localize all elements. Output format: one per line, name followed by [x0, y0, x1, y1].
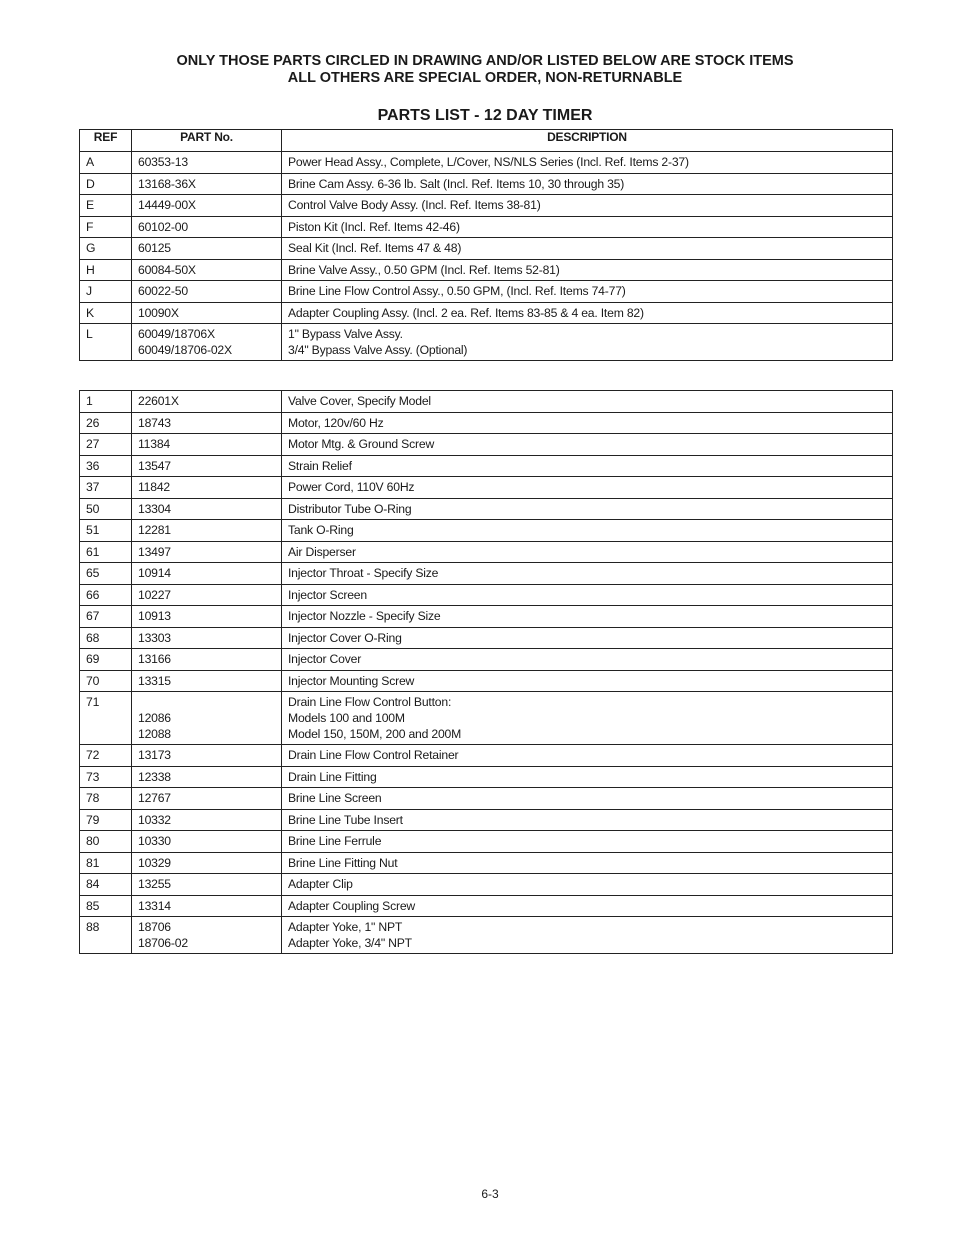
- table-row: [80, 852, 893, 874]
- description-cell: Brine Line Screen: [282, 788, 893, 810]
- ref-cell: A: [80, 152, 132, 174]
- description-cell: Valve Cover, Specify Model: [282, 391, 893, 413]
- description-cell: Injector Mounting Screw: [282, 670, 893, 692]
- ref-cell: 78: [80, 788, 132, 810]
- table-row: [80, 606, 893, 628]
- header-part: PART No.: [132, 130, 282, 152]
- part-number-cell: 12767: [132, 788, 282, 810]
- part-number-cell: 18743: [132, 412, 282, 434]
- part-number-cell: 10330: [132, 831, 282, 853]
- table-row: [80, 788, 893, 810]
- description-cell: 1" Bypass Valve Assy. 3/4" Bypass Valve Assy. (Optional): [282, 324, 893, 361]
- table-row: [80, 874, 893, 896]
- ref-cell: L: [80, 324, 132, 361]
- table-row: [80, 498, 893, 520]
- part-number-cell: 13168-36X: [132, 173, 282, 195]
- part-number-cell: 22601X: [132, 391, 282, 413]
- table-row: [80, 649, 893, 671]
- description-cell: Power Cord, 110V 60Hz: [282, 477, 893, 499]
- table-row: [80, 412, 893, 434]
- part-number-cell: 10914: [132, 563, 282, 585]
- description-cell: Injector Cover O-Ring: [282, 627, 893, 649]
- table-row: [80, 281, 893, 303]
- page-number: 6-3: [481, 1187, 499, 1201]
- table-row: [80, 391, 893, 413]
- description-cell: Brine Line Fitting Nut: [282, 852, 893, 874]
- ref-cell: F: [80, 216, 132, 238]
- ref-cell: 27: [80, 434, 132, 456]
- notice-line-1: ONLY THOSE PARTS CIRCLED IN DRAWING AND/OR LISTED BELOW ARE STOCK ITEMS: [176, 53, 794, 69]
- ref-cell: 36: [80, 455, 132, 477]
- description-cell: Brine Cam Assy. 6-36 lb. Salt (Incl. Ref. Items 10, 30 through 35): [282, 173, 893, 195]
- description-cell: Adapter Yoke, 1" NPT Adapter Yoke, 3/4" NPT: [282, 917, 893, 954]
- ref-cell: 69: [80, 649, 132, 671]
- table-row: [80, 259, 893, 281]
- part-number-cell: 10913: [132, 606, 282, 628]
- ref-cell: D: [80, 173, 132, 195]
- table-row: [80, 831, 893, 853]
- ref-cell: 85: [80, 895, 132, 917]
- table-row: [80, 434, 893, 456]
- table-row: [80, 917, 893, 954]
- description-cell: Motor Mtg. & Ground Screw: [282, 434, 893, 456]
- ref-cell: 80: [80, 831, 132, 853]
- table-row: [80, 195, 893, 217]
- ref-cell: 88: [80, 917, 132, 954]
- part-number-cell: 12338: [132, 766, 282, 788]
- ref-cell: 72: [80, 745, 132, 767]
- notice-line-2: ALL OTHERS ARE SPECIAL ORDER, NON-RETURNABLE: [287, 70, 683, 86]
- table-row: [80, 895, 893, 917]
- description-cell: Brine Line Flow Control Assy., 0.50 GPM, (Incl. Ref. Items 74-77): [282, 281, 893, 303]
- part-number-cell: 13497: [132, 541, 282, 563]
- table-row: [80, 670, 893, 692]
- part-number-cell: 11842: [132, 477, 282, 499]
- part-number-cell: 13166: [132, 649, 282, 671]
- ref-cell: 84: [80, 874, 132, 896]
- ref-cell: 37: [80, 477, 132, 499]
- table-row: [80, 152, 893, 174]
- table-row: [80, 173, 893, 195]
- ref-cell: 26: [80, 412, 132, 434]
- description-cell: Air Disperser: [282, 541, 893, 563]
- table-row: [80, 238, 893, 260]
- part-number-cell: 60353-13: [132, 152, 282, 174]
- table-row: [80, 302, 893, 324]
- table-row: [80, 627, 893, 649]
- part-number-cell: 11384: [132, 434, 282, 456]
- part-number-cell: 10332: [132, 809, 282, 831]
- part-number-cell: 13315: [132, 670, 282, 692]
- ref-cell: 68: [80, 627, 132, 649]
- part-number-cell: 10090X: [132, 302, 282, 324]
- description-cell: Adapter Clip: [282, 874, 893, 896]
- ref-cell: 70: [80, 670, 132, 692]
- description-cell: Seal Kit (Incl. Ref. Items 47 & 48): [282, 238, 893, 260]
- part-number-cell: 60125: [132, 238, 282, 260]
- stock-notice: [0, 53, 954, 87]
- ref-cell: 81: [80, 852, 132, 874]
- part-number-cell: 10329: [132, 852, 282, 874]
- description-cell: Injector Cover: [282, 649, 893, 671]
- page-title: PARTS LIST - 12 DAY TIMER: [377, 107, 593, 124]
- table-row: [80, 324, 893, 361]
- description-cell: Adapter Coupling Screw: [282, 895, 893, 917]
- part-number-cell: 14449-00X: [132, 195, 282, 217]
- ref-cell: E: [80, 195, 132, 217]
- description-cell: Tank O-Ring: [282, 520, 893, 542]
- ref-cell: 1: [80, 391, 132, 413]
- parts-table: [79, 390, 893, 954]
- table-row: [80, 216, 893, 238]
- header-description: DESCRIPTION: [282, 130, 893, 152]
- description-cell: Drain Line Flow Control Button: Models 100 and 100M Model 150, 150M, 200 and 200M: [282, 692, 893, 745]
- part-number-cell: 13173: [132, 745, 282, 767]
- part-number-cell: 12086 12088: [132, 692, 282, 745]
- table-row: [80, 455, 893, 477]
- description-cell: Strain Relief: [282, 455, 893, 477]
- description-cell: Drain Line Flow Control Retainer: [282, 745, 893, 767]
- ref-cell: 71: [80, 692, 132, 745]
- assemblies-table: [79, 129, 893, 361]
- table-row: [80, 541, 893, 563]
- description-cell: Injector Screen: [282, 584, 893, 606]
- description-cell: Brine Line Ferrule: [282, 831, 893, 853]
- part-number-cell: 13303: [132, 627, 282, 649]
- part-number-cell: 12281: [132, 520, 282, 542]
- part-number-cell: 13547: [132, 455, 282, 477]
- ref-cell: G: [80, 238, 132, 260]
- table-row: [80, 809, 893, 831]
- table-row: [80, 563, 893, 585]
- ref-cell: 61: [80, 541, 132, 563]
- part-number-cell: 60084-50X: [132, 259, 282, 281]
- description-cell: Piston Kit (Incl. Ref. Items 42-46): [282, 216, 893, 238]
- part-number-cell: 60102-00: [132, 216, 282, 238]
- part-number-cell: 13304: [132, 498, 282, 520]
- part-number-cell: 13255: [132, 874, 282, 896]
- description-cell: Power Head Assy., Complete, L/Cover, NS/NLS Series (Incl. Ref. Items 2-37): [282, 152, 893, 174]
- description-cell: Brine Valve Assy., 0.50 GPM (Incl. Ref. Items 52-81): [282, 259, 893, 281]
- table-row: [80, 692, 893, 745]
- description-cell: Adapter Coupling Assy. (Incl. 2 ea. Ref. Items 83-85 & 4 ea. Item 82): [282, 302, 893, 324]
- ref-cell: 51: [80, 520, 132, 542]
- description-cell: Injector Nozzle - Specify Size: [282, 606, 893, 628]
- description-cell: Injector Throat - Specify Size: [282, 563, 893, 585]
- table-header-row: [80, 130, 893, 152]
- ref-cell: 67: [80, 606, 132, 628]
- description-cell: Motor, 120v/60 Hz: [282, 412, 893, 434]
- ref-cell: 79: [80, 809, 132, 831]
- ref-cell: 73: [80, 766, 132, 788]
- description-cell: Distributor Tube O-Ring: [282, 498, 893, 520]
- part-number-cell: 60022-50: [132, 281, 282, 303]
- table-row: [80, 766, 893, 788]
- table-row: [80, 520, 893, 542]
- ref-cell: H: [80, 259, 132, 281]
- description-cell: Brine Line Tube Insert: [282, 809, 893, 831]
- table-row: [80, 584, 893, 606]
- ref-cell: J: [80, 281, 132, 303]
- ref-cell: K: [80, 302, 132, 324]
- description-cell: Control Valve Body Assy. (Incl. Ref. Items 38-81): [282, 195, 893, 217]
- ref-cell: 50: [80, 498, 132, 520]
- description-cell: Drain Line Fitting: [282, 766, 893, 788]
- part-number-cell: 10227: [132, 584, 282, 606]
- ref-cell: 65: [80, 563, 132, 585]
- ref-cell: 66: [80, 584, 132, 606]
- table-row: [80, 745, 893, 767]
- part-number-cell: 13314: [132, 895, 282, 917]
- table-row: [80, 477, 893, 499]
- part-number-cell: 18706 18706-02: [132, 917, 282, 954]
- part-number-cell: 60049/18706X 60049/18706-02X: [132, 324, 282, 361]
- header-ref: REF: [80, 130, 132, 152]
